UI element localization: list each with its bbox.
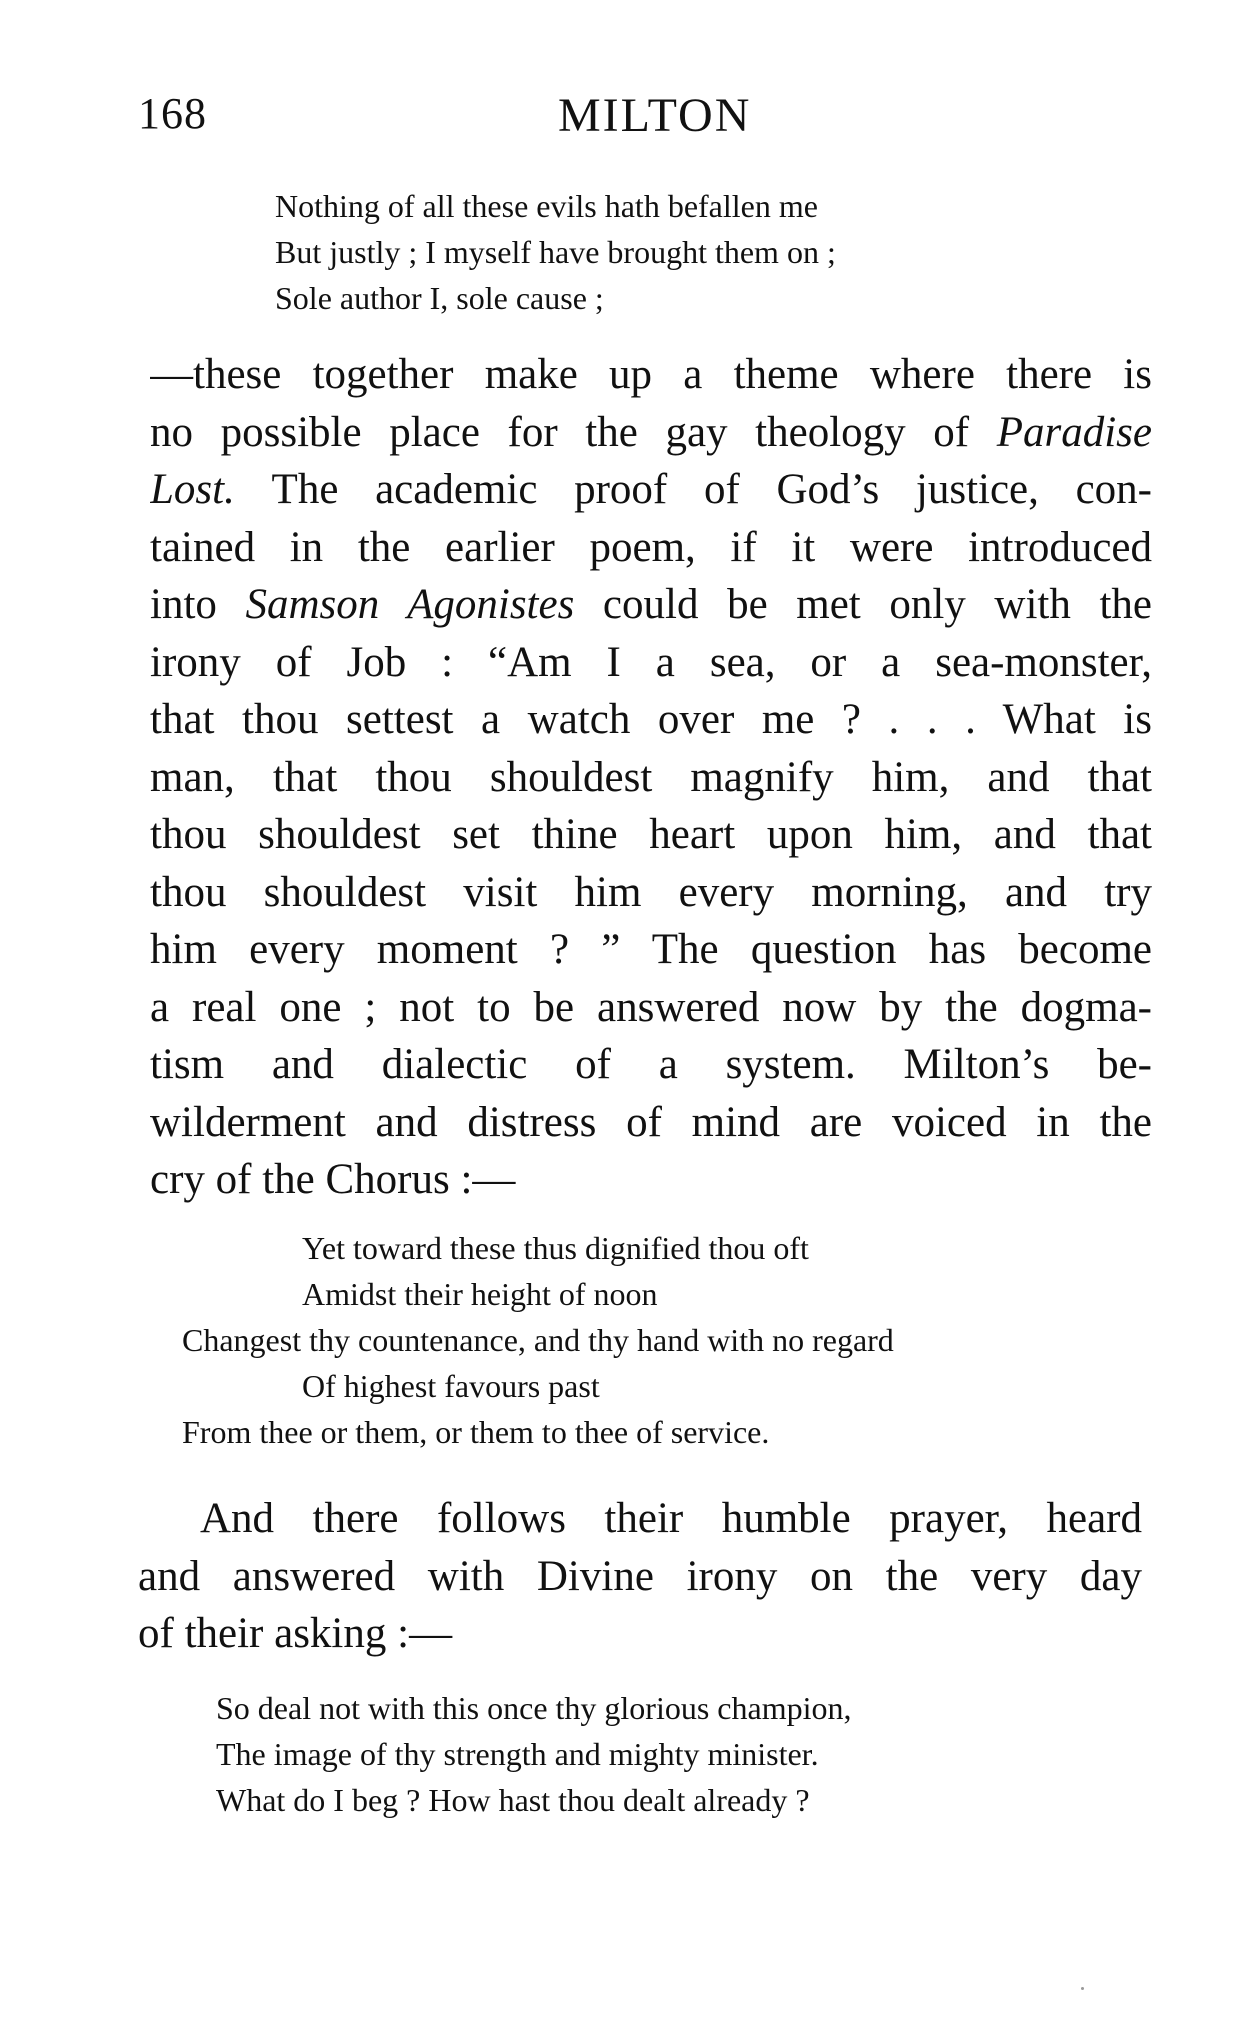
verse-line: What do I beg ? How hast thou dealt already ? [216,1782,810,1818]
prose-line: no possible place for the gay theology of Paradise [150,408,1152,456]
paper-speck [1081,1987,1084,1990]
prose-line: Lost. The academic proof of God’s justice, con- [150,466,1152,513]
verse-quotation-1 [275,183,836,321]
verse-line: Of highest favours past [302,1368,600,1404]
prose-line: —these together make up a theme where there is [150,351,1152,398]
paragraph-2 [138,1490,1142,1663]
verse-quotation-3 [216,1685,851,1823]
prose-line: of their asking :— [138,1610,453,1657]
italic-title: Lost. [150,466,272,513]
verse-line: The image of thy strength and mighty minister. [216,1736,819,1772]
running-title: MILTON [558,89,752,142]
page-number: 168 [138,89,207,138]
verse-line: Changest thy countenance, and thy hand with no regard [182,1322,894,1358]
prose-line: thou shouldest set thine heart upon him, and that [150,811,1152,858]
verse-line: Sole author I, sole cause ; [275,280,604,316]
prose-line: into Samson Agonistes could be met only with the [150,581,1152,628]
prose-line: wilderment and distress of mind are voiced in the [150,1098,1152,1146]
prose-line: tism and dialectic of a system. Milton’s be- [150,1041,1152,1088]
verse-line: Nothing of all these evils hath befallen me [275,188,818,224]
verse-quotation-2 [182,1225,894,1455]
page-header [138,88,1118,148]
verse-line: Yet toward these thus dignified thou oft [302,1230,809,1266]
prose-line: a real one ; not to be answered now by the dogma- [150,983,1152,1031]
prose-line: him every moment ? ” The question has become [150,926,1152,973]
verse-line: From thee or them, or them to thee of service. [182,1414,770,1450]
prose-line: And there follows their humble prayer, heard [200,1495,1142,1542]
prose-line: man, that thou shouldest magnify him, and that [150,753,1152,801]
paragraph-1 [150,346,1152,1209]
prose-line: that thou settest a watch over me ? . . . What is [150,696,1152,743]
prose-line: irony of Job : “Am I a sea, or a sea-monster, [150,638,1152,686]
verse-line: But justly ; I myself have brought them on ; [275,234,836,270]
verse-line: So deal not with this once thy glorious champion, [216,1690,852,1726]
verse-line: Amidst their height of noon [302,1276,658,1312]
prose-line: tained in the earlier poem, if it were introduced [150,523,1152,571]
prose-line: thou shouldest visit him every morning, and try [150,868,1152,916]
italic-title: Paradise [996,408,1152,456]
prose-line: cry of the Chorus :— [150,1156,516,1203]
italic-title: Samson Agonistes [245,581,575,628]
prose-line: and answered with Divine irony on the very day [138,1552,1142,1600]
